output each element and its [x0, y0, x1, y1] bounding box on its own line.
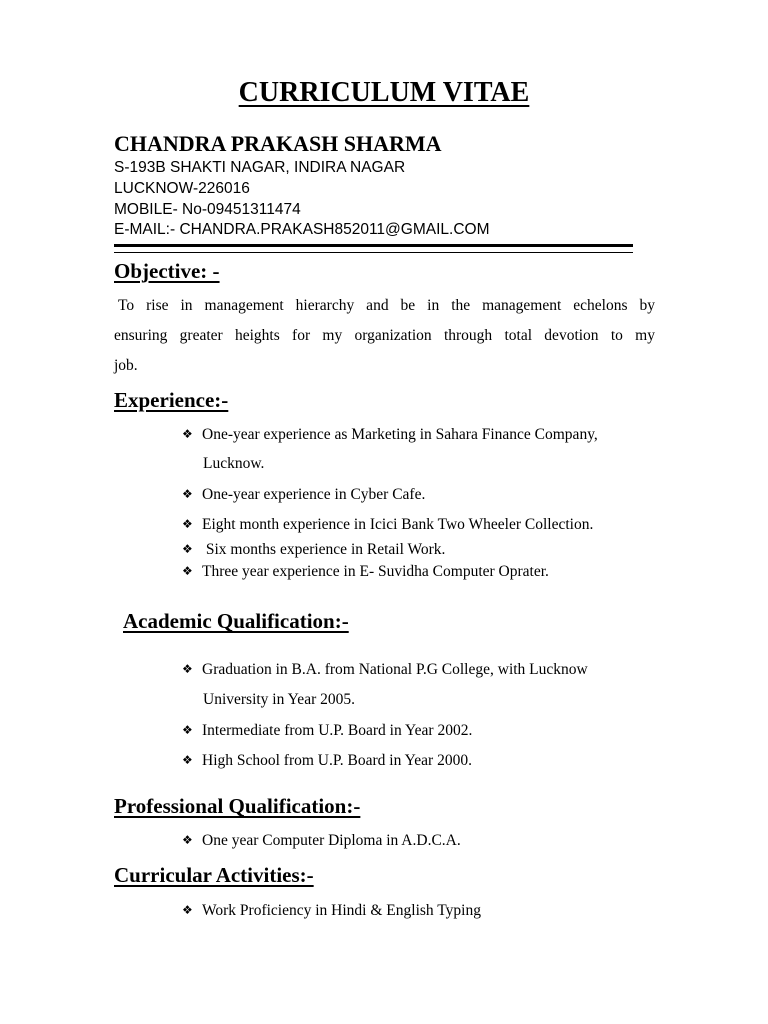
curricular-heading: Curricular Activities:- — [114, 863, 314, 887]
list-item: ❖ One year Computer Diploma in A.D.C.A. — [182, 832, 461, 849]
list-item: ❖ Eight month experience in Icici Bank Two Wheeler Collection. — [182, 516, 594, 533]
diamond-bullet-icon: ❖ — [182, 542, 193, 556]
professional-heading: Professional Qualification:- — [114, 794, 361, 818]
objective-heading: Objective: - — [114, 259, 220, 283]
diamond-bullet-icon: ❖ — [182, 427, 193, 441]
email-address: E-MAIL:- CHANDRA.PRAKASH852011@GMAIL.COM — [114, 221, 490, 238]
diamond-bullet-icon: ❖ — [182, 662, 193, 676]
diamond-bullet-icon: ❖ — [182, 487, 193, 501]
diamond-bullet-icon: ❖ — [182, 753, 193, 767]
list-item: ❖ Three year experience in E- Suvidha Computer Oprater. — [182, 563, 549, 580]
objective-line: ensuring greater heights for my organization through total devotion to my — [114, 327, 655, 344]
list-item: ❖ Six months experience in Retail Work. — [182, 541, 446, 558]
candidate-name: CHANDRA PRAKASH SHARMA — [114, 131, 442, 156]
mobile-number: MOBILE- No-09451311474 — [114, 201, 301, 218]
objective-line: job. — [114, 357, 138, 374]
diamond-bullet-icon: ❖ — [182, 903, 193, 917]
academic-heading: Academic Qualification:- — [123, 609, 349, 633]
list-item: ❖ Intermediate from U.P. Board in Year 2002. — [182, 722, 473, 739]
diamond-bullet-icon: ❖ — [182, 833, 193, 847]
list-item-continuation: University in Year 2005. — [203, 691, 355, 708]
page-title: CURRICULUM VITAE — [238, 77, 530, 108]
address-line-2: LUCKNOW-226016 — [114, 180, 250, 197]
list-item: ❖ Graduation in B.A. from National P.G College, with Lucknow — [182, 661, 588, 678]
list-item: ❖ One-year experience in Cyber Cafe. — [182, 486, 426, 503]
list-item: ❖ High School from U.P. Board in Year 2000. — [182, 752, 472, 769]
address-line-1: S-193B SHAKTI NAGAR, INDIRA NAGAR — [114, 159, 406, 176]
diamond-bullet-icon: ❖ — [182, 723, 193, 737]
experience-heading: Experience:- — [114, 388, 229, 412]
header-divider — [114, 244, 633, 253]
list-item: ❖ Work Proficiency in Hindi & English Typing — [182, 902, 481, 919]
objective-line: To rise in management hierarchy and be in the management echelons by — [118, 297, 655, 314]
list-item: ❖ One-year experience as Marketing in Sahara Finance Company, — [182, 426, 598, 443]
diamond-bullet-icon: ❖ — [182, 517, 193, 531]
diamond-bullet-icon: ❖ — [182, 564, 193, 578]
objective-paragraph — [114, 291, 655, 381]
list-item-continuation: Lucknow. — [203, 455, 265, 472]
